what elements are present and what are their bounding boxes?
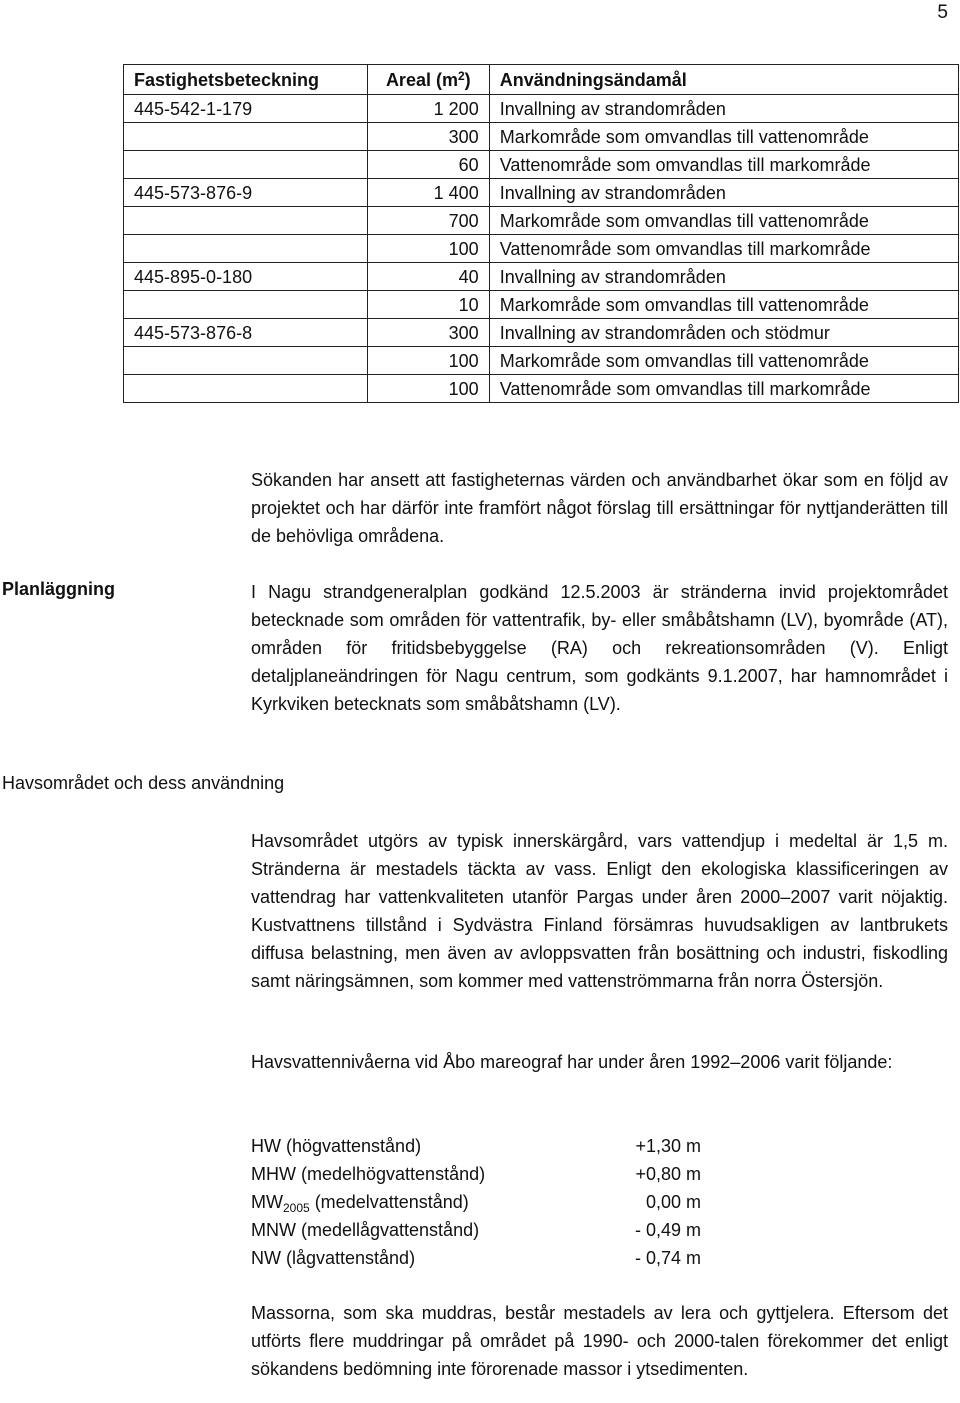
header-area-suffix: ) [464, 69, 471, 90]
level-value: 0,00 m [645, 1192, 701, 1212]
level-name: MHW (medelhögvattenstånd) [251, 1164, 486, 1184]
level-name: NW (lågvattenstånd) [251, 1248, 416, 1268]
levels-intro-paragraph: Havsvattennivåerna vid Åbo mareograf har under åren 1992–2006 varit följande: [251, 1052, 893, 1072]
level-name: MNW (medellågvattenstånd) [251, 1220, 480, 1240]
cell-area: 1 400 [367, 179, 489, 207]
level-value: - 0,74 m [634, 1248, 701, 1268]
list-item [251, 1216, 711, 1244]
table-row [124, 151, 959, 179]
level-name: HW (högvattenstånd) [251, 1136, 422, 1156]
planning-heading: Planläggning [2, 579, 116, 599]
level-value: +0,80 m [635, 1164, 701, 1184]
water-level-list [251, 1132, 711, 1272]
table-row [124, 235, 959, 263]
cell-parcel [124, 207, 368, 235]
table-row [124, 347, 959, 375]
cell-use: Vattenområde som omvandlas till markområde [489, 151, 958, 179]
cell-parcel: 445-573-876-8 [124, 319, 368, 347]
cell-area: 100 [367, 235, 489, 263]
cell-use: Invallning av strandområden [489, 179, 958, 207]
cell-area: 300 [367, 123, 489, 151]
sea-area-paragraph: Havsområdet utgörs av typisk innerskärgård, vars vattendjup i medeltal är 1,5 m. Stränderna är mestadels täckta av vass. Enligt den ekologiska klassificeringen av vattendrag har vattenkvaliteten utanför Pargas under åren 2000–2007 varit nöjaktig. Kustvattnens tillstånd i Sydvästra Finland försämras huvudsakligen av lantbrukets diffusa belastning, men även av avloppsvatten från bosättning och industri, fiskodling samt näringsämnen, som kommer med vattenströmmarna från norra Östersjön. [251, 831, 948, 991]
header-area-sup: 2 [457, 68, 465, 83]
cell-area: 100 [367, 375, 489, 403]
parcel-table [123, 64, 959, 403]
level-value: +1,30 m [635, 1136, 701, 1156]
cell-area: 100 [367, 347, 489, 375]
cell-area: 1 200 [367, 95, 489, 123]
planning-paragraph: I Nagu strandgeneralplan godkänd 12.5.2003 är stränderna invid projektområdet betecknade som områden för vattentrafik, by- eller småbåtshamn (LV), byområde (AT), områden för fritidsbebyggelse (RA) och rekreationsområden (V). Enligt detaljplaneändringen för Nagu centrum, som godkänts 9.1.2007, har hamnområdet i Kyrkviken betecknats som småbåtshamn (LV). [251, 582, 948, 714]
level-name-prefix: MW [251, 1192, 283, 1212]
table-row [124, 95, 959, 123]
header-parcel: Fastighetsbeteckning [124, 65, 368, 95]
cell-use: Vattenområde som omvandlas till markområde [489, 235, 958, 263]
cell-area: 700 [367, 207, 489, 235]
cell-use: Invallning av strandområden och stödmur [489, 319, 958, 347]
table-header-row [124, 65, 959, 95]
cell-use: Invallning av strandområden [489, 263, 958, 291]
level-name [251, 1188, 469, 1216]
cell-area: 40 [367, 263, 489, 291]
table-row [124, 319, 959, 347]
table-row [124, 179, 959, 207]
cell-area: 10 [367, 291, 489, 319]
cell-parcel [124, 291, 368, 319]
table-row [124, 263, 959, 291]
level-value: - 0,49 m [634, 1220, 701, 1240]
cell-use: Invallning av strandområden [489, 95, 958, 123]
header-use: Användningsändamål [489, 65, 958, 95]
cell-use: Markområde som omvandlas till vattenområde [489, 291, 958, 319]
cell-use: Markområde som omvandlas till vattenområde [489, 207, 958, 235]
cell-use: Vattenområde som omvandlas till markområde [489, 375, 958, 403]
cell-use: Markområde som omvandlas till vattenområde [489, 123, 958, 151]
sediment-paragraph: Massorna, som ska muddras, består mestadels av lera och gyttjelera. Eftersom det utförts flere muddringar på området på 1990- och 2000-talen förekommer det enligt sökandens bedömning inte förorenade massor i ytsedimenten. [251, 1303, 948, 1379]
cell-use: Markområde som omvandlas till vattenområde [489, 347, 958, 375]
cell-parcel [124, 151, 368, 179]
cell-area: 300 [367, 319, 489, 347]
table-row [124, 207, 959, 235]
cell-parcel: 445-542-1-179 [124, 95, 368, 123]
compensation-paragraph: Sökanden har ansett att fastigheternas värden och användbarhet ökar som en följd av projektet och har därför inte framfört något förslag till ersättningar för nyttjanderätten till de behövliga områdena. [251, 470, 948, 546]
cell-parcel [124, 123, 368, 151]
list-item [251, 1244, 711, 1272]
page-number: 5 [937, 2, 948, 23]
cell-parcel: 445-895-0-180 [124, 263, 368, 291]
sea-area-heading: Havsområdet och dess användning [2, 773, 285, 793]
header-area [367, 65, 489, 95]
cell-area: 60 [367, 151, 489, 179]
list-item [251, 1188, 711, 1216]
list-item [251, 1160, 711, 1188]
table-row [124, 375, 959, 403]
list-item [251, 1132, 711, 1160]
cell-parcel [124, 347, 368, 375]
cell-parcel [124, 235, 368, 263]
cell-parcel: 445-573-876-9 [124, 179, 368, 207]
level-name-suffix: (medelvattenstånd) [309, 1192, 469, 1212]
header-area-prefix: Areal (m [385, 69, 458, 90]
level-name-sub: 2005 [282, 1201, 310, 1215]
table-row [124, 291, 959, 319]
table-row [124, 123, 959, 151]
cell-parcel [124, 375, 368, 403]
